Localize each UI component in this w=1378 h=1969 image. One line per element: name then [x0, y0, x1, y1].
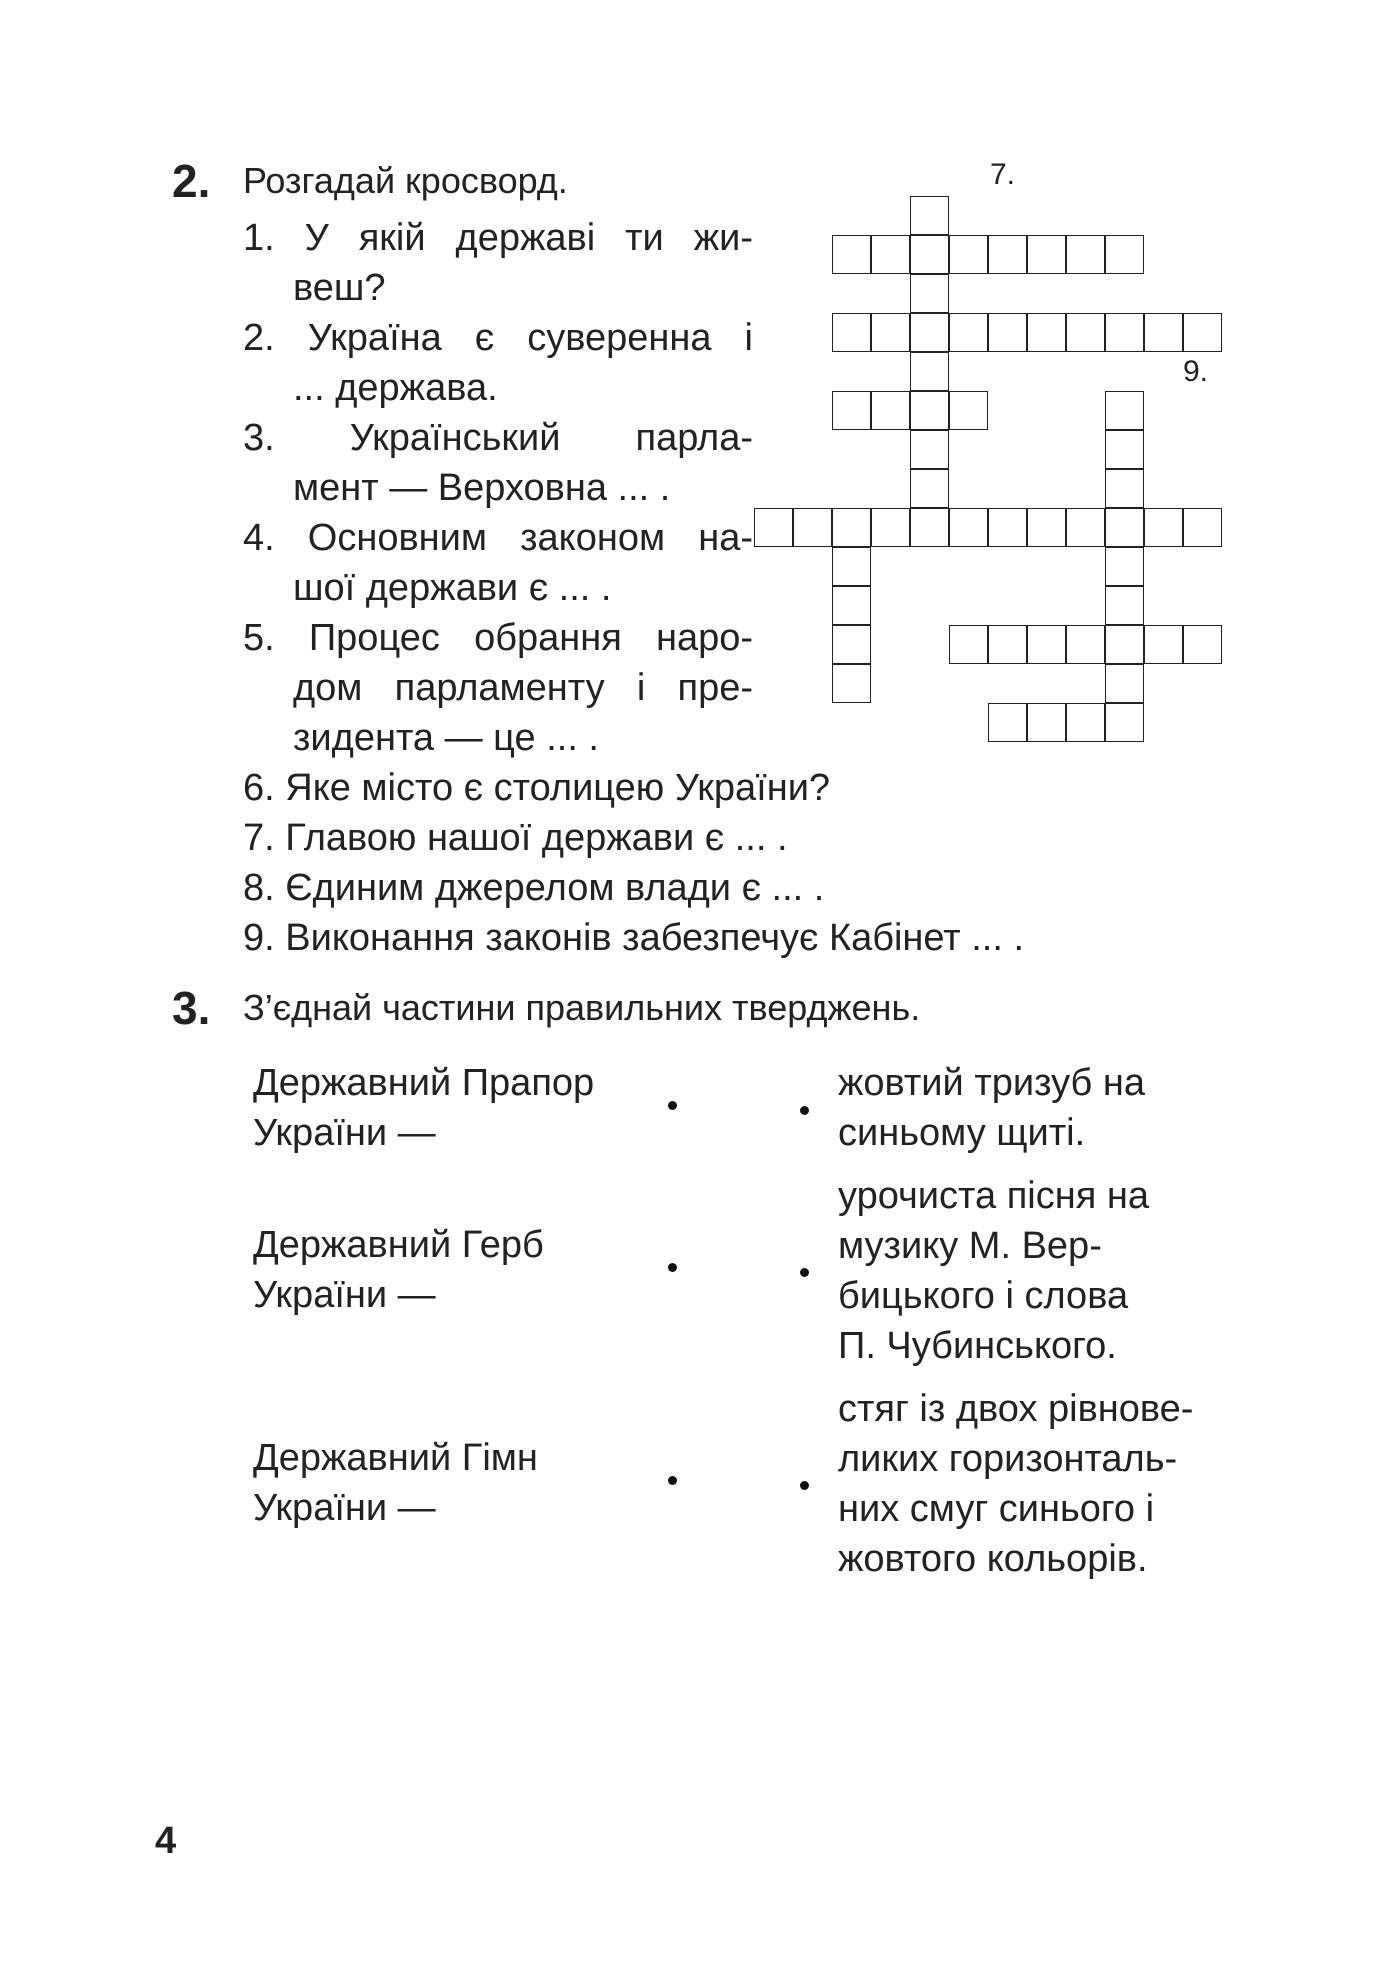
crossword-cell[interactable] — [1183, 625, 1222, 664]
crossword-cell[interactable] — [1027, 625, 1066, 664]
match-right-1-line2: синьому щиті. — [838, 1112, 1086, 1154]
crossword-cell[interactable] — [832, 391, 871, 430]
match-dot-right-1[interactable] — [800, 1106, 809, 1115]
match-right-2-line1: урочиста пісня на — [838, 1175, 1149, 1217]
clue-1-line1: 1. У якій державі ти жи- — [243, 217, 753, 259]
match-left-3-line1: Державний Гімн — [253, 1437, 538, 1479]
clue-5-line3: зидента — це ... . — [293, 717, 599, 759]
crossword-cell[interactable] — [1105, 469, 1144, 508]
clue-7: 7. Главою нашої держави є ... . — [243, 817, 788, 859]
crossword-cell[interactable] — [949, 391, 988, 430]
clue-4-line2: шої держави є ... . — [293, 567, 612, 609]
task-2-title: Розгадай кросворд. — [243, 160, 568, 201]
crossword-cell[interactable] — [988, 313, 1027, 352]
crossword-cell[interactable] — [1027, 703, 1066, 742]
page-number: 4 — [155, 1820, 177, 1862]
crossword-cell[interactable] — [949, 625, 988, 664]
task-2-number: 2. — [172, 155, 211, 207]
clue-8: 8. Єдиним джерелом влади є ... . — [243, 867, 825, 909]
crossword-cell[interactable] — [832, 235, 871, 274]
crossword-cell[interactable] — [1105, 430, 1144, 469]
match-left-3 — [253, 1433, 538, 1533]
match-right-2 — [838, 1171, 1149, 1371]
clue-3-line2: мент — Верховна ... . — [293, 467, 671, 509]
crossword-cell[interactable] — [910, 469, 949, 508]
match-left-2-line2: України — — [253, 1274, 436, 1316]
crossword-cell[interactable] — [949, 235, 988, 274]
match-left-2 — [253, 1220, 544, 1320]
crossword-cell[interactable] — [1183, 313, 1222, 352]
crossword-cell[interactable] — [1066, 313, 1105, 352]
crossword-cell[interactable] — [1105, 508, 1144, 547]
crossword-label-7: 7. — [990, 158, 1016, 191]
task-3-title: З’єднай частини правильних тверджень. — [243, 987, 921, 1028]
crossword-cell[interactable] — [871, 391, 910, 430]
crossword-cell[interactable] — [1105, 235, 1144, 274]
crossword-cell[interactable] — [1144, 508, 1183, 547]
clue-1-line2: веш? — [293, 267, 386, 309]
crossword-cell[interactable] — [988, 508, 1027, 547]
crossword-cell[interactable] — [871, 235, 910, 274]
crossword-cell[interactable] — [832, 586, 871, 625]
match-right-3-line4: жовтого кольорів. — [838, 1538, 1148, 1580]
crossword-cell[interactable] — [910, 274, 949, 313]
clue-5-line2: дом парламенту і пре- — [293, 667, 753, 709]
crossword-cell[interactable] — [910, 352, 949, 391]
match-dot-left-1[interactable] — [668, 1101, 677, 1110]
crossword-cell[interactable] — [1105, 547, 1144, 586]
crossword-cell[interactable] — [1027, 508, 1066, 547]
crossword-cell[interactable] — [1144, 625, 1183, 664]
clue-9: 9. Виконання законів забезпечує Кабінет ... . — [243, 917, 1025, 959]
crossword-cell[interactable] — [1105, 313, 1144, 352]
crossword-cell[interactable] — [910, 391, 949, 430]
crossword-cell[interactable] — [1066, 235, 1105, 274]
crossword-cell[interactable] — [1105, 625, 1144, 664]
match-right-2-line4: П. Чубинського. — [838, 1325, 1117, 1367]
clue-6: 6. Яке місто є столицею України? — [243, 767, 831, 809]
crossword-cell[interactable] — [1027, 235, 1066, 274]
match-left-2-line1: Державний Герб — [253, 1224, 544, 1266]
match-right-2-line3: бицького і слова — [838, 1275, 1129, 1317]
match-right-3-line3: них смуг синього і — [838, 1488, 1155, 1530]
match-right-3-line1: стяг із двох рівнове- — [838, 1388, 1194, 1430]
crossword-cell[interactable] — [832, 664, 871, 703]
crossword-cell[interactable] — [988, 703, 1027, 742]
match-right-1-line1: жовтий тризуб на — [838, 1062, 1145, 1104]
crossword-cell[interactable] — [754, 508, 793, 547]
crossword-cell[interactable] — [832, 508, 871, 547]
clue-2-line1: 2. Україна є суверенна і — [243, 317, 753, 359]
clue-4-line1: 4. Основним законом на- — [243, 517, 753, 559]
crossword-cell[interactable] — [1144, 313, 1183, 352]
crossword-cell[interactable] — [1027, 313, 1066, 352]
crossword-cell[interactable] — [988, 625, 1027, 664]
match-left-1-line2: України — — [253, 1112, 436, 1154]
match-right-3 — [838, 1384, 1193, 1584]
crossword-cell[interactable] — [1105, 586, 1144, 625]
clue-3-line1: 3. Український парла- — [243, 417, 753, 459]
match-right-3-line2: ликих горизонталь- — [838, 1438, 1178, 1480]
crossword-cell[interactable] — [910, 508, 949, 547]
clue-5-line1: 5. Процес обрання наро- — [243, 617, 753, 659]
crossword-cell[interactable] — [1066, 625, 1105, 664]
match-dot-right-3[interactable] — [800, 1481, 809, 1490]
crossword-cell[interactable] — [949, 508, 988, 547]
crossword-cell[interactable] — [910, 196, 949, 235]
task-3-number: 3. — [172, 982, 211, 1034]
crossword-cell[interactable] — [1066, 703, 1105, 742]
crossword-cell[interactable] — [832, 313, 871, 352]
crossword-cell[interactable] — [910, 313, 949, 352]
match-right-1 — [838, 1058, 1145, 1158]
crossword-cell[interactable] — [793, 508, 832, 547]
crossword-clues-full — [243, 763, 1243, 963]
crossword-cell[interactable] — [871, 508, 910, 547]
match-left-3-line2: України — — [253, 1487, 436, 1529]
crossword-cell[interactable] — [988, 235, 1027, 274]
match-left-1 — [253, 1058, 594, 1158]
crossword-cell[interactable] — [1105, 703, 1144, 742]
match-dot-right-2[interactable] — [800, 1268, 809, 1277]
crossword-label-9: 9. — [1183, 355, 1209, 388]
match-left-1-line1: Державний Прапор — [253, 1062, 595, 1104]
crossword-cell[interactable] — [1183, 508, 1222, 547]
crossword-cell[interactable] — [1105, 391, 1144, 430]
crossword-cell[interactable] — [832, 547, 871, 586]
crossword-grid — [0, 0, 1378, 760]
crossword-cell[interactable] — [910, 235, 949, 274]
crossword-cell[interactable] — [910, 430, 949, 469]
match-right-2-line2: музику М. Вер- — [838, 1225, 1102, 1267]
match-dot-left-2[interactable] — [668, 1263, 677, 1272]
match-dot-left-3[interactable] — [668, 1476, 677, 1485]
crossword-cell[interactable] — [832, 625, 871, 664]
crossword-cell[interactable] — [871, 313, 910, 352]
crossword-cell[interactable] — [949, 313, 988, 352]
crossword-cell[interactable] — [1066, 508, 1105, 547]
clue-2-line2: ... держава. — [293, 367, 498, 409]
crossword-cell[interactable] — [1105, 664, 1144, 703]
